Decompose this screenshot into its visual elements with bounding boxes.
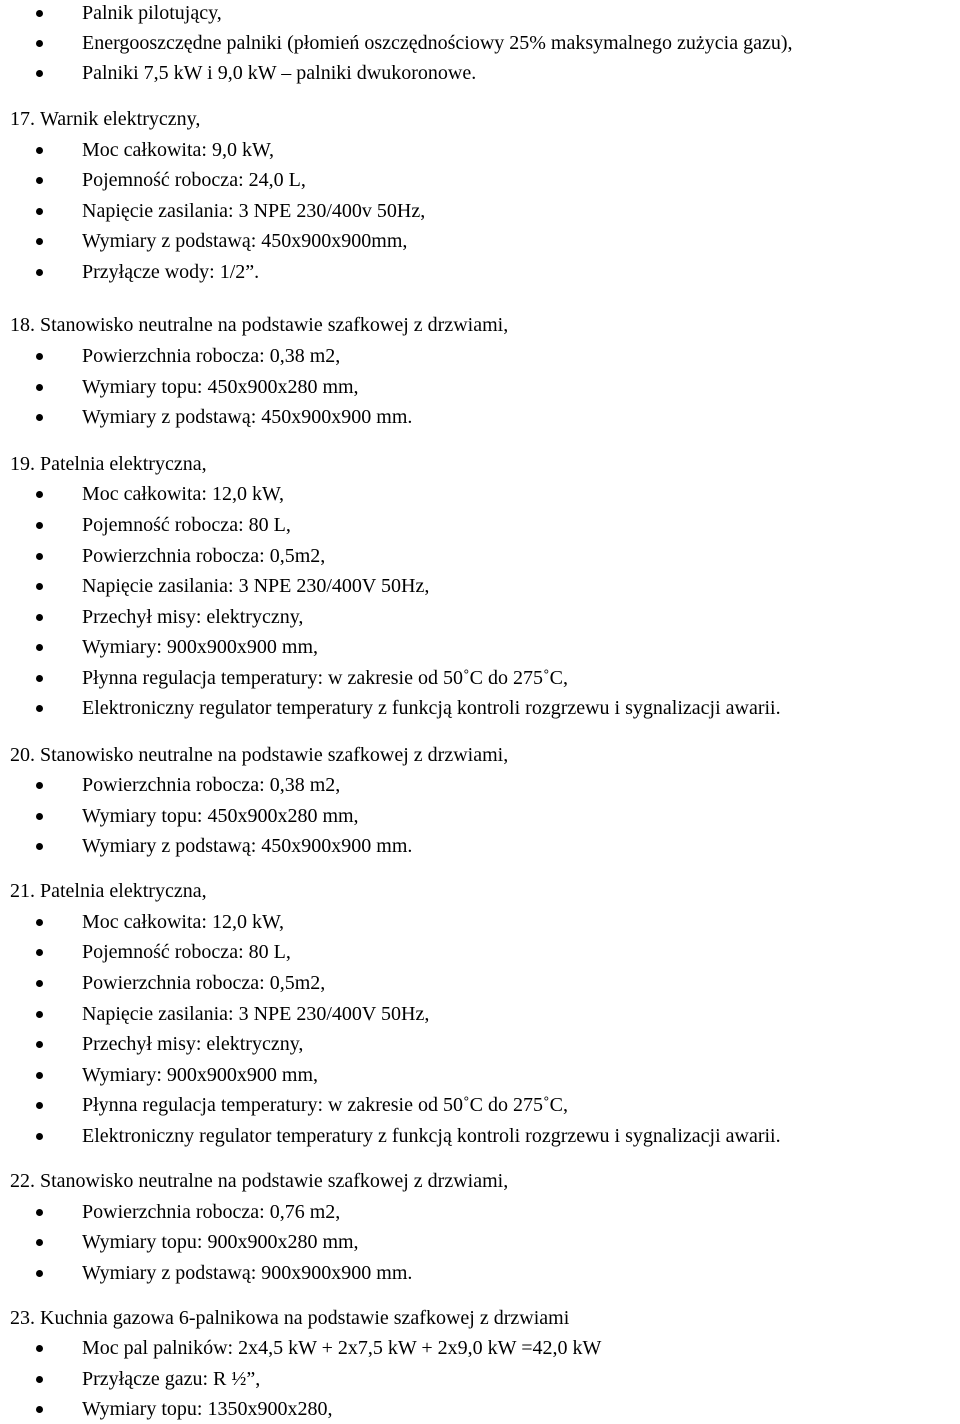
list-item: Wymiary topu: 450x900x280 mm, [0, 801, 960, 831]
bullet-icon [36, 843, 43, 850]
list-item: Wymiary z podstawą: 450x900x900mm, [0, 226, 960, 256]
list-item: Palniki 7,5 kW i 9,0 kW – palniki dwukoronowe. [0, 58, 960, 88]
section-heading: 23. Kuchnia gazowa 6-palnikowa na podstawie szafkowej z drzwiami [10, 1307, 570, 1329]
list-item: Elektroniczny regulator temperatury z funkcją kontroli rozgrzewu i sygnalizacji awarii. [0, 1121, 960, 1151]
bullet-icon [36, 238, 43, 245]
list-item: Moc pal palników: 2x4,5 kW + 2x7,5 kW + 2x9,0 kW =42,0 kW [0, 1333, 960, 1363]
bullet-icon [36, 813, 43, 820]
bullet-icon [36, 1041, 43, 1048]
list-item: Wymiary topu: 450x900x280 mm, [0, 372, 960, 402]
bullet-icon [36, 1406, 43, 1413]
section-heading: 20. Stanowisko neutralne na podstawie szafkowej z drzwiami, [10, 744, 509, 766]
section-heading: 22. Stanowisko neutralne na podstawie szafkowej z drzwiami, [10, 1170, 509, 1192]
list-item: Wymiary: 900x900x900 mm, [0, 1060, 960, 1090]
bullet-icon [36, 147, 43, 154]
bullet-icon [36, 414, 43, 421]
bullet-icon [36, 1209, 43, 1216]
bullet-icon [36, 491, 43, 498]
list-item: Pojemność robocza: 80 L, [0, 937, 960, 967]
list-item: Energooszczędne palniki (płomień oszczędnościowy 25% maksymalnego zużycia gazu), [0, 28, 960, 58]
bullet-icon [36, 919, 43, 926]
list-item: Napięcie zasilania: 3 NPE 230/400V 50Hz, [0, 571, 960, 601]
list-item: Moc całkowita: 12,0 kW, [0, 907, 960, 937]
section-heading: 21. Patelnia elektryczna, [10, 880, 207, 902]
list-item: Wymiary topu: 900x900x280 mm, [0, 1227, 960, 1257]
bullet-icon [36, 10, 43, 17]
section-heading: 17. Warnik elektryczny, [10, 108, 201, 130]
list-item: Moc całkowita: 9,0 kW, [0, 135, 960, 165]
bullet-icon [36, 522, 43, 529]
list-item: Przyłącze gazu: R ½”, [0, 1364, 960, 1394]
bullet-icon [36, 353, 43, 360]
list-item: Płynna regulacja temperatury: w zakresie od 50˚C do 275˚C, [0, 663, 960, 693]
bullet-icon [36, 1102, 43, 1109]
bullet-icon [36, 675, 43, 682]
bullet-icon [36, 644, 43, 651]
bullet-icon [36, 208, 43, 215]
bullet-icon [36, 1270, 43, 1277]
bullet-icon [36, 1376, 43, 1383]
list-item: Elektroniczny regulator temperatury z funkcją kontroli rozgrzewu i sygnalizacji awarii. [0, 693, 960, 723]
list-item: Płynna regulacja temperatury: w zakresie od 50˚C do 275˚C, [0, 1090, 960, 1120]
list-item: Wymiary z podstawą: 900x900x900 mm. [0, 1258, 960, 1288]
bullet-icon [36, 782, 43, 789]
list-item: Napięcie zasilania: 3 NPE 230/400V 50Hz, [0, 999, 960, 1029]
bullet-icon [36, 583, 43, 590]
list-item: Palnik pilotujący, [0, 0, 960, 28]
bullet-icon [36, 705, 43, 712]
list-item: Wymiary z podstawą: 450x900x900 mm. [0, 402, 960, 432]
list-item: Powierzchnia robocza: 0,76 m2, [0, 1197, 960, 1227]
list-item: Wymiary topu: 1350x900x280, [0, 1394, 960, 1424]
list-item: Przyłącze wody: 1/2”. [0, 257, 960, 287]
list-item: Pojemność robocza: 24,0 L, [0, 165, 960, 195]
list-item: Przechył misy: elektryczny, [0, 1029, 960, 1059]
section-heading: 18. Stanowisko neutralne na podstawie szafkowej z drzwiami, [10, 314, 509, 336]
bullet-icon [36, 1133, 43, 1140]
list-item: Powierzchnia robocza: 0,5m2, [0, 968, 960, 998]
bullet-icon [36, 1239, 43, 1246]
list-item: Pojemność robocza: 80 L, [0, 510, 960, 540]
list-item: Powierzchnia robocza: 0,38 m2, [0, 341, 960, 371]
bullet-icon [36, 1011, 43, 1018]
list-item: Przechył misy: elektryczny, [0, 602, 960, 632]
bullet-icon [36, 1345, 43, 1352]
list-item: Powierzchnia robocza: 0,5m2, [0, 541, 960, 571]
list-item: Powierzchnia robocza: 0,38 m2, [0, 770, 960, 800]
section-heading: 19. Patelnia elektryczna, [10, 453, 207, 475]
bullet-icon [36, 1072, 43, 1079]
bullet-icon [36, 384, 43, 391]
bullet-icon [36, 553, 43, 560]
bullet-icon [36, 70, 43, 77]
bullet-icon [36, 177, 43, 184]
bullet-icon [36, 269, 43, 276]
bullet-icon [36, 949, 43, 956]
list-item: Wymiary z podstawą: 450x900x900 mm. [0, 831, 960, 861]
bullet-icon [36, 40, 43, 47]
bullet-icon [36, 614, 43, 621]
list-item: Napięcie zasilania: 3 NPE 230/400v 50Hz, [0, 196, 960, 226]
bullet-icon [36, 980, 43, 987]
list-item: Moc całkowita: 12,0 kW, [0, 479, 960, 509]
list-item: Wymiary: 900x900x900 mm, [0, 632, 960, 662]
